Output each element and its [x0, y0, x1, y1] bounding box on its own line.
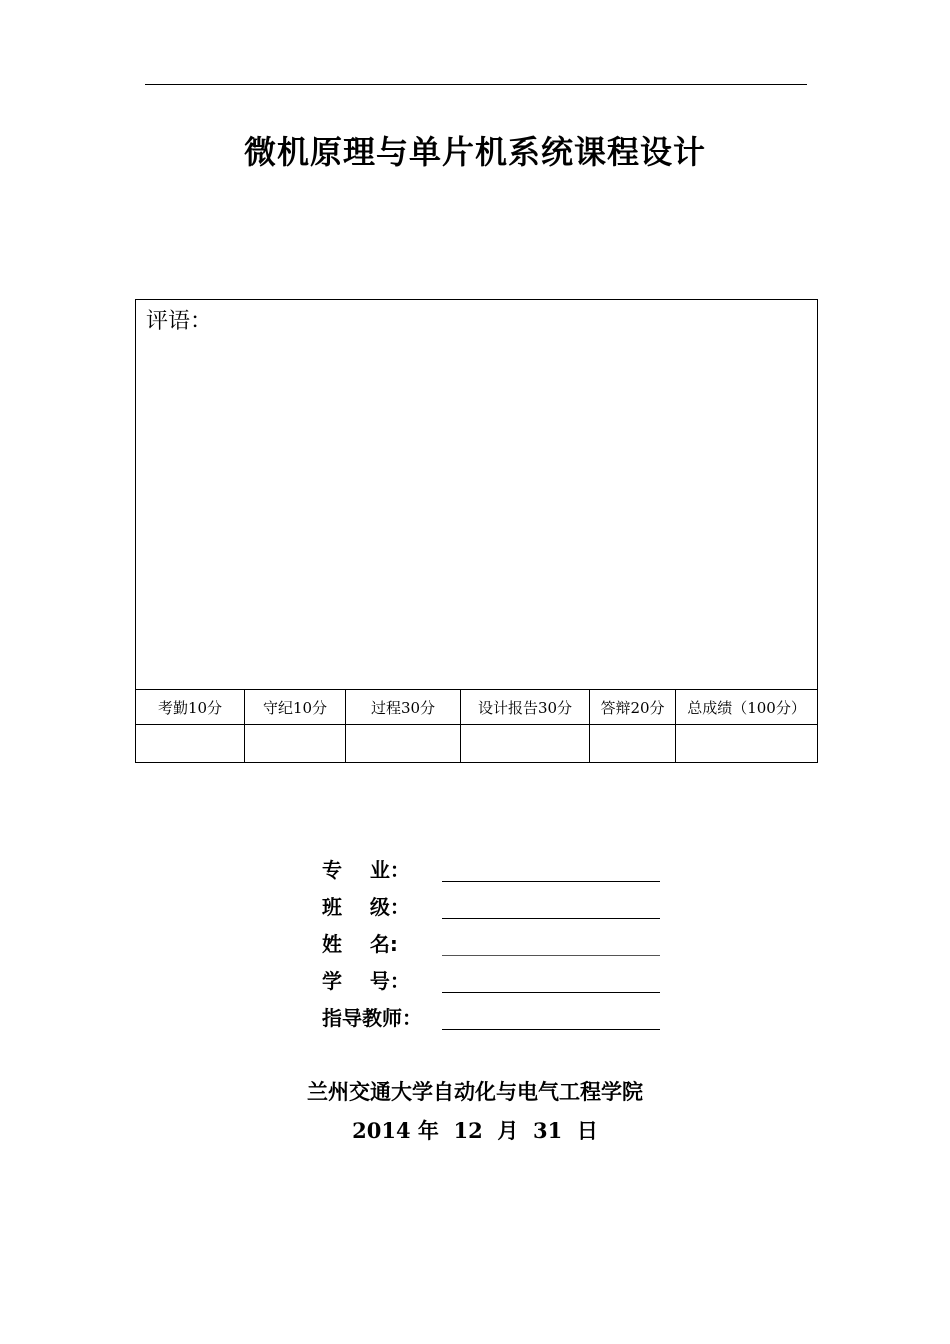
comment-row: [136, 300, 818, 690]
col-defense: 答辩20分: [590, 690, 676, 725]
name-label: 姓 名:: [322, 932, 398, 956]
major-field[interactable]: [442, 855, 660, 882]
advisor-label: 指导教师：: [322, 1006, 422, 1030]
id-row: [322, 961, 667, 998]
score-cell-defense[interactable]: [590, 725, 676, 763]
score-header-row: [136, 690, 818, 725]
name-field[interactable]: [442, 929, 660, 956]
id-label: 学 号：: [322, 969, 410, 993]
score-cell-process[interactable]: [346, 725, 461, 763]
grade-table: [135, 299, 818, 763]
document-date: 2014 年 12 月 31 日: [352, 1118, 598, 1143]
col-attendance: 考勤10分: [136, 690, 245, 725]
col-discipline: 守纪10分: [245, 690, 346, 725]
class-label: 班 级：: [322, 895, 410, 919]
score-cell-discipline[interactable]: [245, 725, 346, 763]
document-title: 微机原理与单片机系统课程设计: [243, 133, 706, 171]
score-cell-attendance[interactable]: [136, 725, 245, 763]
student-info: [322, 850, 667, 1035]
col-total: 总成绩（100分）: [676, 690, 818, 725]
name-row: [322, 924, 667, 961]
score-cell-total[interactable]: [676, 725, 818, 763]
major-label: 专 业：: [322, 858, 410, 882]
id-field[interactable]: [442, 966, 660, 993]
score-cell-report[interactable]: [461, 725, 590, 763]
comment-cell[interactable]: [136, 300, 818, 690]
college-name: 兰州交通大学自动化与电气工程学院: [307, 1080, 643, 1104]
col-report: 设计报告30分: [461, 690, 590, 725]
score-value-row: [136, 725, 818, 763]
top-rule: [145, 84, 807, 85]
comment-label: 评语：: [146, 309, 213, 334]
major-row: [322, 850, 667, 887]
class-row: [322, 887, 667, 924]
advisor-field[interactable]: [442, 1003, 660, 1030]
class-field[interactable]: [442, 892, 660, 919]
advisor-row: [322, 998, 667, 1035]
col-process: 过程30分: [346, 690, 461, 725]
